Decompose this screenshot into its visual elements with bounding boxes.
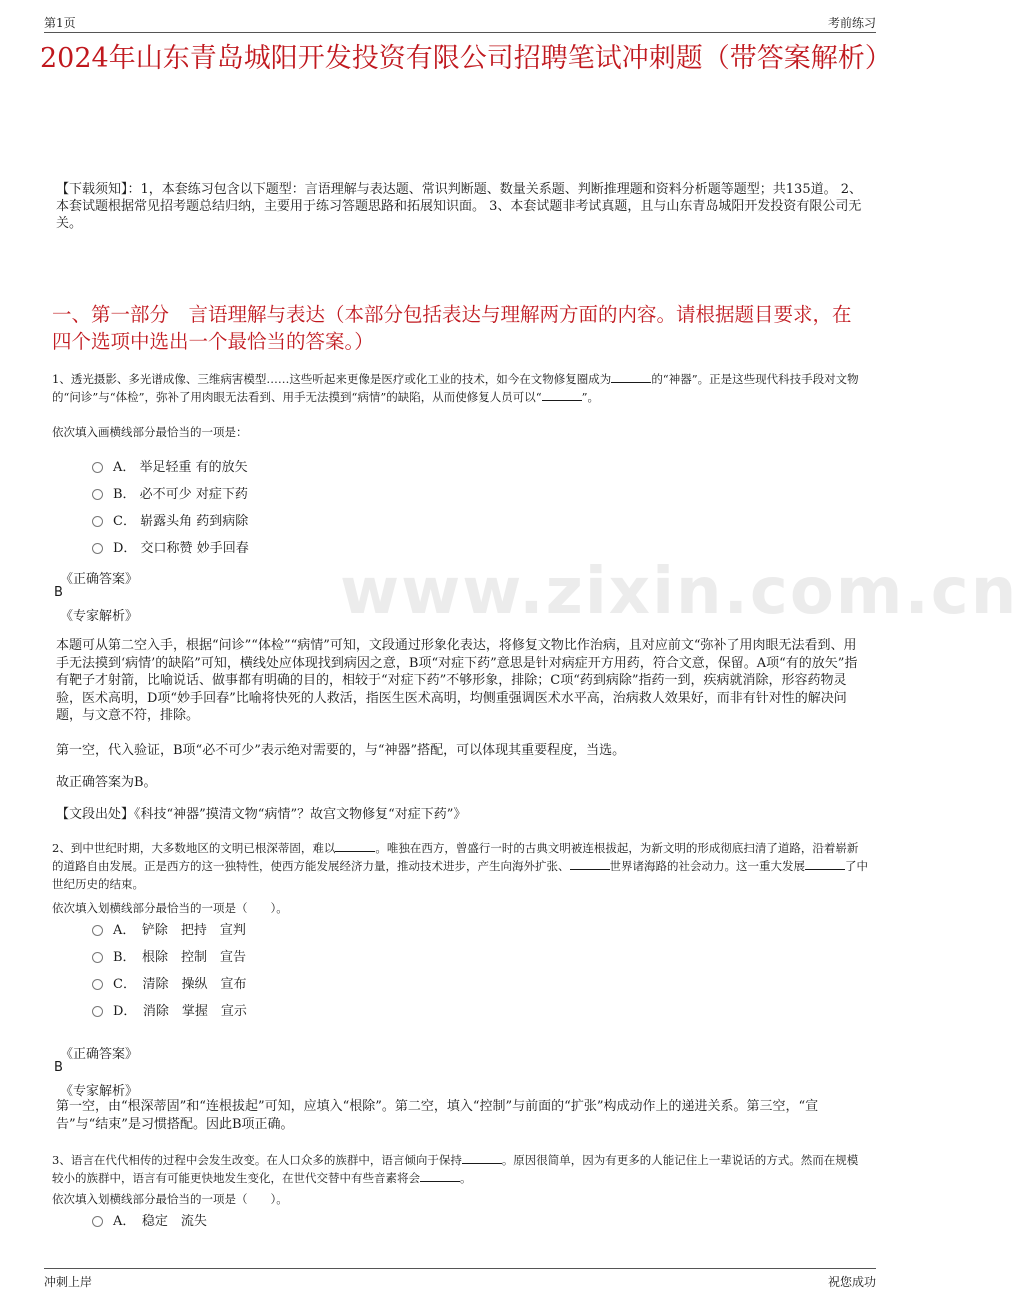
header-label: 考前练习 [827,16,876,30]
radio-icon[interactable] [92,489,103,500]
question-3-instruction: 依次填入划横线部分最恰当的一项是（ ）。 [52,1192,288,1206]
page-title: 2024年山东青岛城阳开发投资有限公司招聘笔试冲刺题（带答案解析） [40,43,892,74]
q1-answer: B [54,585,63,600]
q2-option-b[interactable]: B． 根除 控制 宣告 [92,946,246,965]
fill-blank [335,840,375,852]
q2-option-c[interactable]: C． 清除 操纵 宣布 [92,973,246,992]
q2-answer: B [54,1060,63,1075]
q1-option-d[interactable]: D． 交口称赞 妙手回春 [92,537,249,556]
q3-option-a[interactable]: A． 稳定 流失 [92,1210,207,1229]
radio-icon[interactable] [92,1216,103,1227]
question-2-instruction: 依次填入划横线部分最恰当的一项是（ ）。 [52,901,288,915]
page-header [44,12,876,33]
q2-answer-label: 《正确答案》 [60,1047,139,1062]
q1-analysis-label: 《专家解析》 [60,609,139,624]
q2-analysis-label: 《专家解析》 [60,1084,139,1099]
q1-analysis-paragraph: 第一空，代入验证，B项“必不可少”表示绝对需要的，与“神器”搭配，可以体现其重要程度，当选。 [56,743,626,758]
radio-icon[interactable] [92,979,103,990]
fill-blank [542,389,582,401]
footer-left: 冲刺上岸 [44,1275,93,1289]
q1-answer-label: 《正确答案》 [60,572,139,587]
watermark: www.zixin.com.cn [340,555,1018,629]
radio-icon[interactable] [92,543,103,554]
q1-analysis-paragraph: 故正确答案为B。 [56,775,157,790]
page-number: 第1页 [44,16,76,30]
radio-icon[interactable] [92,462,103,473]
q2-option-d[interactable]: D． 消除 掌握 宣示 [92,1000,247,1019]
fill-blank [805,858,845,870]
question-1-stem: 1、透光摄影、多光谱成像、三维病害模型……这些听起来更像是医疗或化工业的技术，如今在文物修复圈成为 的“神器”。正是这些现代科技手段对文物的“问诊”与“体检”，弥补了用肉眼无法看到、用手无法摸到“病情”的缺陷，从而使修复人员可以“ ”。 [52,372,859,404]
question-1-instruction: 依次填入画横线部分最恰当的一项是： [52,425,248,439]
fill-blank [462,1152,502,1164]
radio-icon[interactable] [92,925,103,936]
q2-option-a[interactable]: A． 铲除 把持 宣判 [92,919,246,938]
page-footer [44,1268,876,1291]
q1-analysis-paragraph: 本题可从第二空入手，根据“问诊”“体检”“病情”可知，文段通过形象化表达，将修复文物比作治病，且对应前文“弥补了用肉眼无法看到、用手无法摸到‘病情’的缺陷”可知，横线处应体现找到病因之意，B项“对症下药”意思是针对病症开方用药，符合文意，保留。A项“有的放矢”指有靶子才射箭，比喻说话、做事都有明确的目的，相较于“对症下药”不够形象，排除；C项“药到病除”指药一到，疾病就消除，形容药物灵验，医术高明，D项“妙手回春”比喻将快死的人救活，指医生医术高明，均侧重强调医术水平高，治病救人效果好，而非有针对性的解决问题，与文意不符，排除。 [56,638,858,723]
q2-analysis-paragraph: 第一空，由“根深蒂固”和“连根拔起”可知，应填入“根除”。第二空，填入“控制”与前面的“扩张”构成动作上的递进关系。第三空，“宣告”与“结束”是习惯搭配。因此B项正确。 [56,1099,819,1132]
q1-option-a[interactable]: A． 举足轻重 有的放矢 [92,456,248,475]
q1-option-c[interactable]: C． 崭露头角 药到病除 [92,510,248,529]
fill-blank [420,1170,460,1182]
q1-source: 【文段出处】《科技“神器”摸清文物“病情”？故宫文物修复“对症下药”》 [56,807,467,822]
radio-icon[interactable] [92,1006,103,1017]
fill-blank [611,371,651,383]
download-notice: 【下载须知】：1，本套练习包含以下题型：言语理解与表达题、常识判断题、数量关系题、判断推理题和资料分析题等题型；共135道。 2、本套试题根据常见招考题总结归纳，主要用于练习答题思路和拓展知识面。 3、本套试题非考试真题，且与山东青岛城阳开发投资有限公司无关。 [56,182,862,231]
question-3-stem: 3、语言在代代相传的过程中会发生改变。在人口众多的族群中，语言倾向于保持 。原因很简单，因为有更多的人能记住上一辈说话的方式。然而在规模较小的族群中，语言有可能更快地发生变化，在世代交替中有些音素将会 。 [52,1153,859,1185]
radio-icon[interactable] [92,516,103,527]
fill-blank [570,858,610,870]
radio-icon[interactable] [92,952,103,963]
q1-option-b[interactable]: B． 必不可少 对症下药 [92,483,248,502]
question-2-stem: 2、到中世纪时期，大多数地区的文明已根深蒂固，难以 。唯独在西方，曾盛行一时的古典文明被连根拔起，为新文明的形成彻底扫清了道路，沿着崭新的道路自由发展。正是西方的这一独特性，使西方能发展经济力量，推动技术进步，产生向海外扩张、 世界诸海路的社会动力。这一重大发展 了中世纪历史的结束。 [52,841,868,891]
footer-right: 祝您成功 [827,1275,876,1289]
section-heading: 一、第一部分 言语理解与表达（本部分包括表达与理解两方面的内容。请根据题目要求，在四个选项中选出一个最恰当的答案。） [52,303,852,353]
